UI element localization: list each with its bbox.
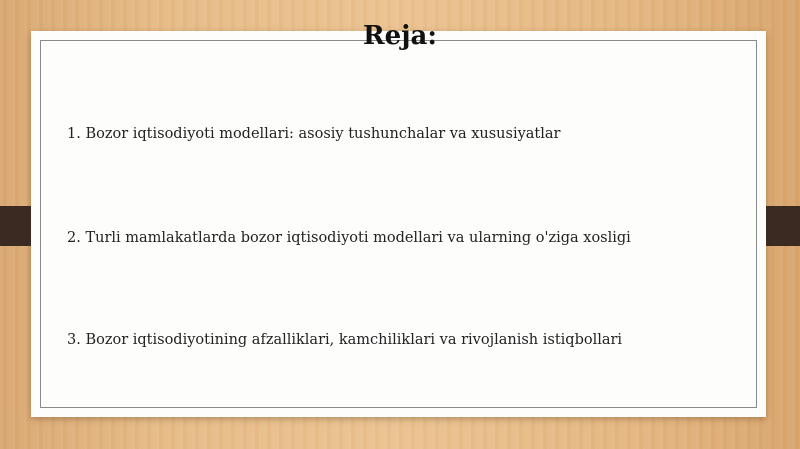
list-item-3: 3. Bozor iqtisodiyotining afzalliklari, kamchiliklari va rivojlanish istiqbollari <box>67 332 623 348</box>
paper-inner-border <box>40 40 757 408</box>
paper-panel <box>31 31 766 417</box>
slide-title: Reja: <box>362 21 437 51</box>
list-item-2: 2. Turli mamlakatlarda bozor iqtisodiyoti modellari va ularning o'ziga xosligi <box>67 230 631 246</box>
list-item-1: 1. Bozor iqtisodiyoti modellari: asosiy tushunchalar va xususiyatlar <box>67 126 561 142</box>
